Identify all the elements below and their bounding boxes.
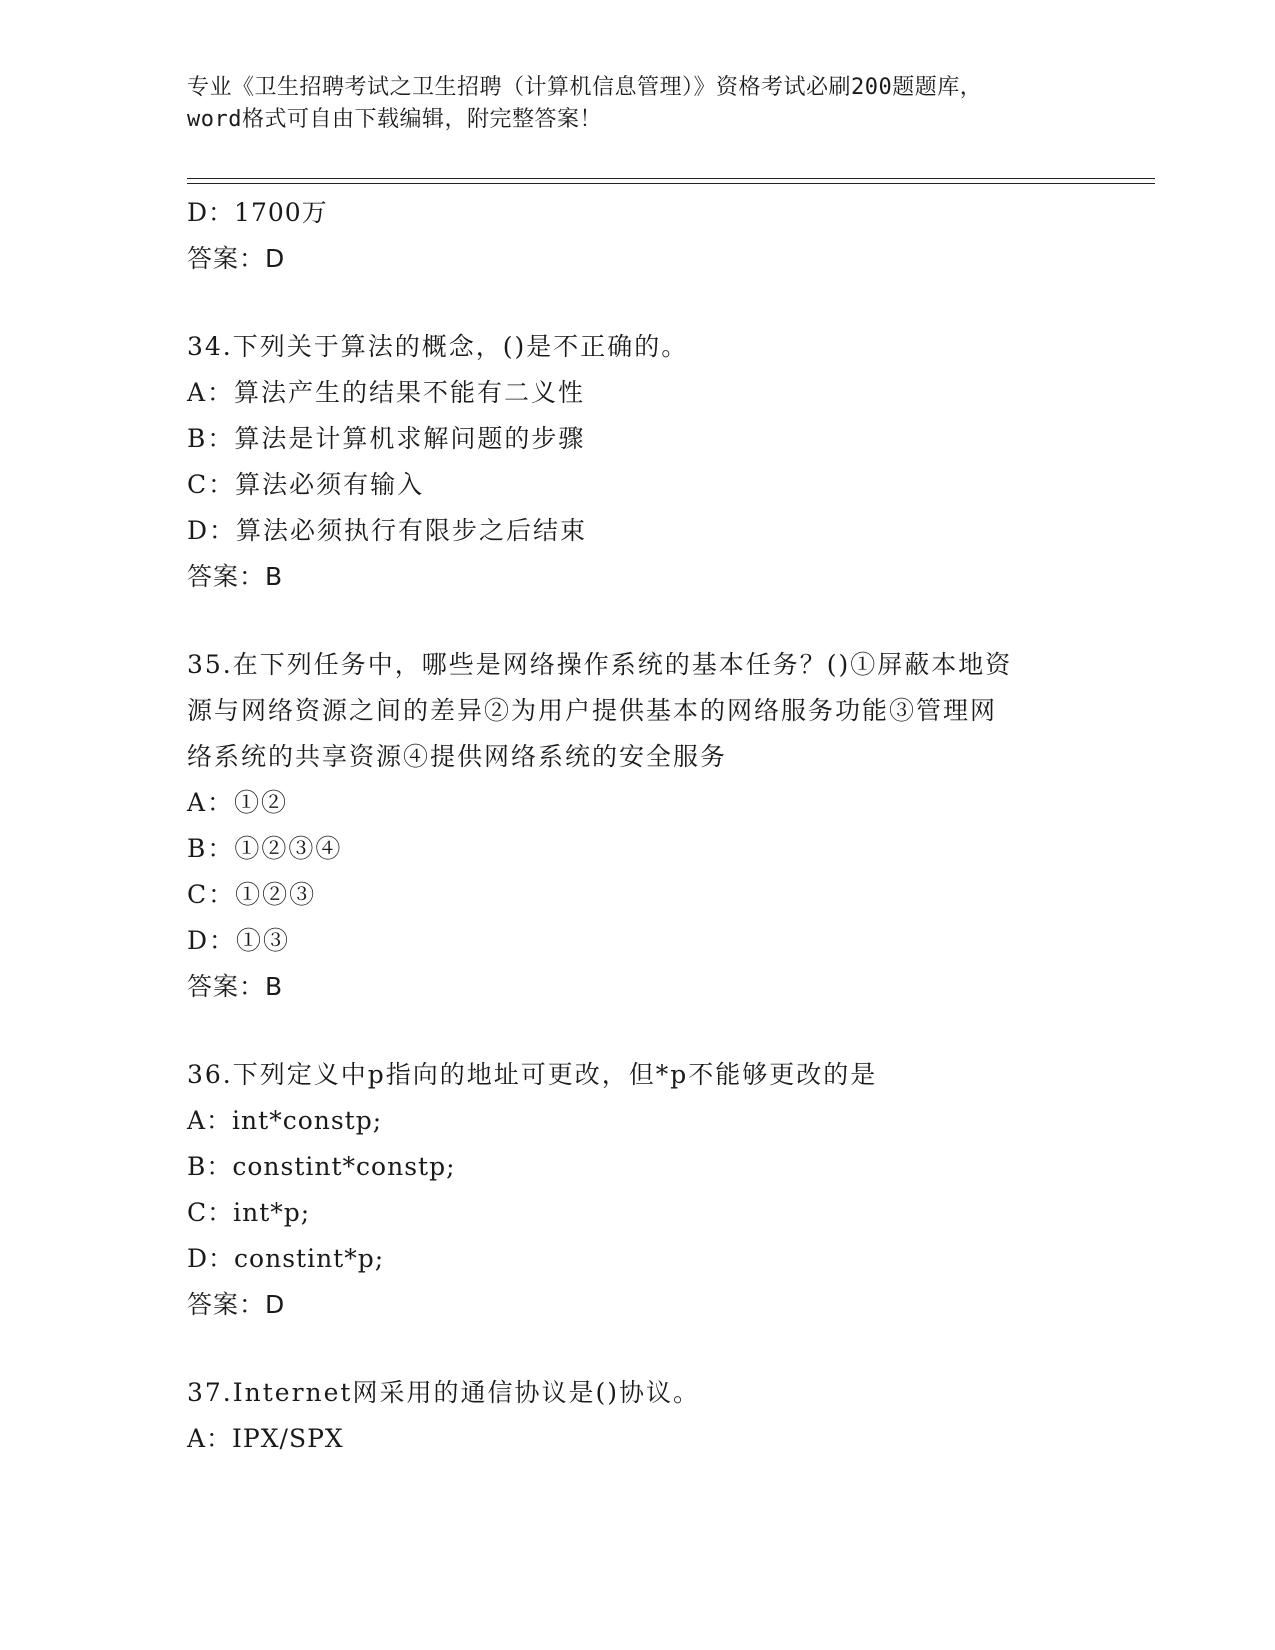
spacer <box>187 1010 1147 1052</box>
option-c: C：算法必须有输入 <box>187 470 425 499</box>
previous-question-tail <box>187 190 1147 282</box>
question-stem-line-3: 络系统的共享资源④提供网络系统的安全服务 <box>187 742 728 771</box>
option-d: D：算法必须执行有限步之后结束 <box>187 516 588 545</box>
header-line-1: 专业《卫生招聘考试之卫生招聘（计算机信息管理）》资格考试必刷200题题库， <box>187 75 983 100</box>
question-36 <box>187 1052 1147 1328</box>
option-b: B：①②③④ <box>187 834 343 863</box>
answer-line: 答案：D <box>187 244 286 273</box>
answer-line: 答案：B <box>187 972 284 1001</box>
option-d: D：①③ <box>187 926 291 955</box>
header-divider-bottom <box>187 183 1155 184</box>
question-content <box>187 190 1147 1462</box>
spacer <box>187 1328 1147 1370</box>
option-d: D：1700万 <box>187 198 328 227</box>
option-a: A：①② <box>187 788 289 817</box>
document-header <box>187 72 1087 136</box>
header-divider-top <box>187 178 1155 179</box>
header-line-2: word格式可自由下载编辑，附完整答案！ <box>187 107 602 132</box>
spacer <box>187 600 1147 642</box>
option-a: A：算法产生的结果不能有二义性 <box>187 378 586 407</box>
answer-line: 答案：D <box>187 1290 286 1319</box>
question-35 <box>187 642 1147 1010</box>
option-b: B：constint*constp; <box>187 1152 456 1181</box>
answer-line: 答案：B <box>187 562 284 591</box>
question-37 <box>187 1370 1147 1462</box>
question-stem: 37.Internet网采用的通信协议是()协议。 <box>187 1378 700 1407</box>
option-a: A：int*constp; <box>187 1106 383 1135</box>
option-d: D：constint*p; <box>187 1244 385 1273</box>
option-c: C：int*p; <box>187 1198 311 1227</box>
option-a: A：IPX/SPX <box>187 1424 344 1453</box>
question-stem: 34.下列关于算法的概念，()是不正确的。 <box>187 332 689 361</box>
question-stem-line-2: 源与网络资源之间的差异②为用户提供基本的网络服务功能③管理网 <box>187 696 998 725</box>
question-34 <box>187 324 1147 600</box>
question-stem: 36.下列定义中p指向的地址可更改，但*p不能够更改的是 <box>187 1060 878 1089</box>
question-stem-line-1: 35.在下列任务中，哪些是网络操作系统的基本任务？()①屏蔽本地资 <box>187 650 1013 679</box>
option-c: C：①②③ <box>187 880 317 909</box>
spacer <box>187 282 1147 324</box>
option-b: B：算法是计算机求解问题的步骤 <box>187 424 586 453</box>
